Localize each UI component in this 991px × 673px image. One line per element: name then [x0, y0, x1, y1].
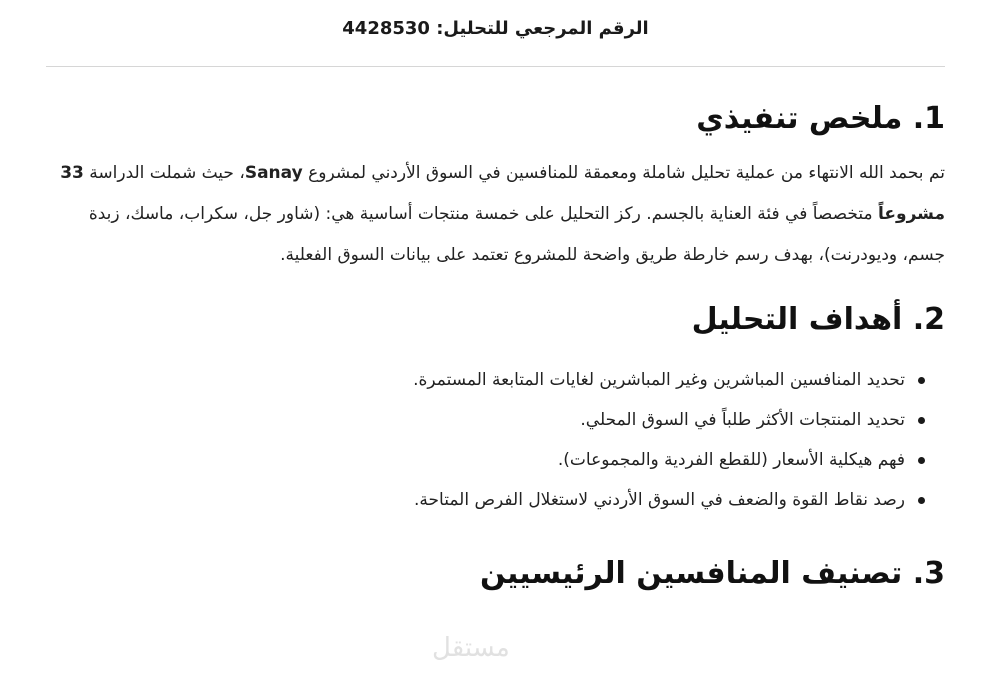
objective-text: تحديد المنتجات الأكثر طلباً في السوق المحلي. [580, 410, 905, 430]
list-item [46, 440, 945, 480]
analysis-reference-number: الرقم المرجعي للتحليل: 4428530 [342, 18, 649, 39]
bullet-icon [918, 457, 925, 464]
list-item [46, 400, 945, 440]
objective-text: رصد نقاط القوة والضعف في السوق الأردني لاستغلال الفرص المتاحة. [414, 490, 905, 510]
summary-text-part-3: متخصصاً في فئة العناية بالجسم. ركز التحليل على خمسة منتجات أساسية هي: (شاور جل، سكراب، ماسك، زبدة جسم، وديودرنت)، بهدف رسم خارطة طريق واضحة للمشروع تعتمد على بيانات السوق الفعلية. [88, 204, 945, 265]
list-item [46, 480, 945, 520]
executive-summary-heading: 1. ملخص تنفيذي [696, 101, 945, 136]
competitors-heading: 3. تصنيف المنافسين الرئيسيين [480, 556, 945, 591]
objective-text: تحديد المنافسين المباشرين وغير المباشرين لغايات المتابعة المستمرة. [413, 370, 905, 390]
project-name: Sanay [244, 163, 303, 183]
objectives-list [46, 360, 945, 520]
header-divider [46, 66, 945, 67]
objectives-heading: 2. أهداف التحليل [691, 302, 945, 337]
bullet-icon [918, 497, 925, 504]
summary-text-part-2: ، حيث شملت الدراسة [83, 163, 245, 183]
watermark-logo: مستقل [432, 633, 510, 663]
bullet-icon [918, 417, 925, 424]
bullet-icon [918, 377, 925, 384]
document-page [46, 0, 945, 594]
project-count: 33 مشروعاً [60, 163, 945, 224]
objective-text: فهم هيكلية الأسعار (للقطع الفردية والمجموعات). [557, 450, 905, 470]
summary-text-part-1: تم بحمد الله الانتهاء من عملية تحليل شاملة ومعمقة للمنافسين في السوق الأردني لمشروع [302, 163, 945, 183]
executive-summary-paragraph [46, 153, 945, 276]
list-item [46, 360, 945, 400]
